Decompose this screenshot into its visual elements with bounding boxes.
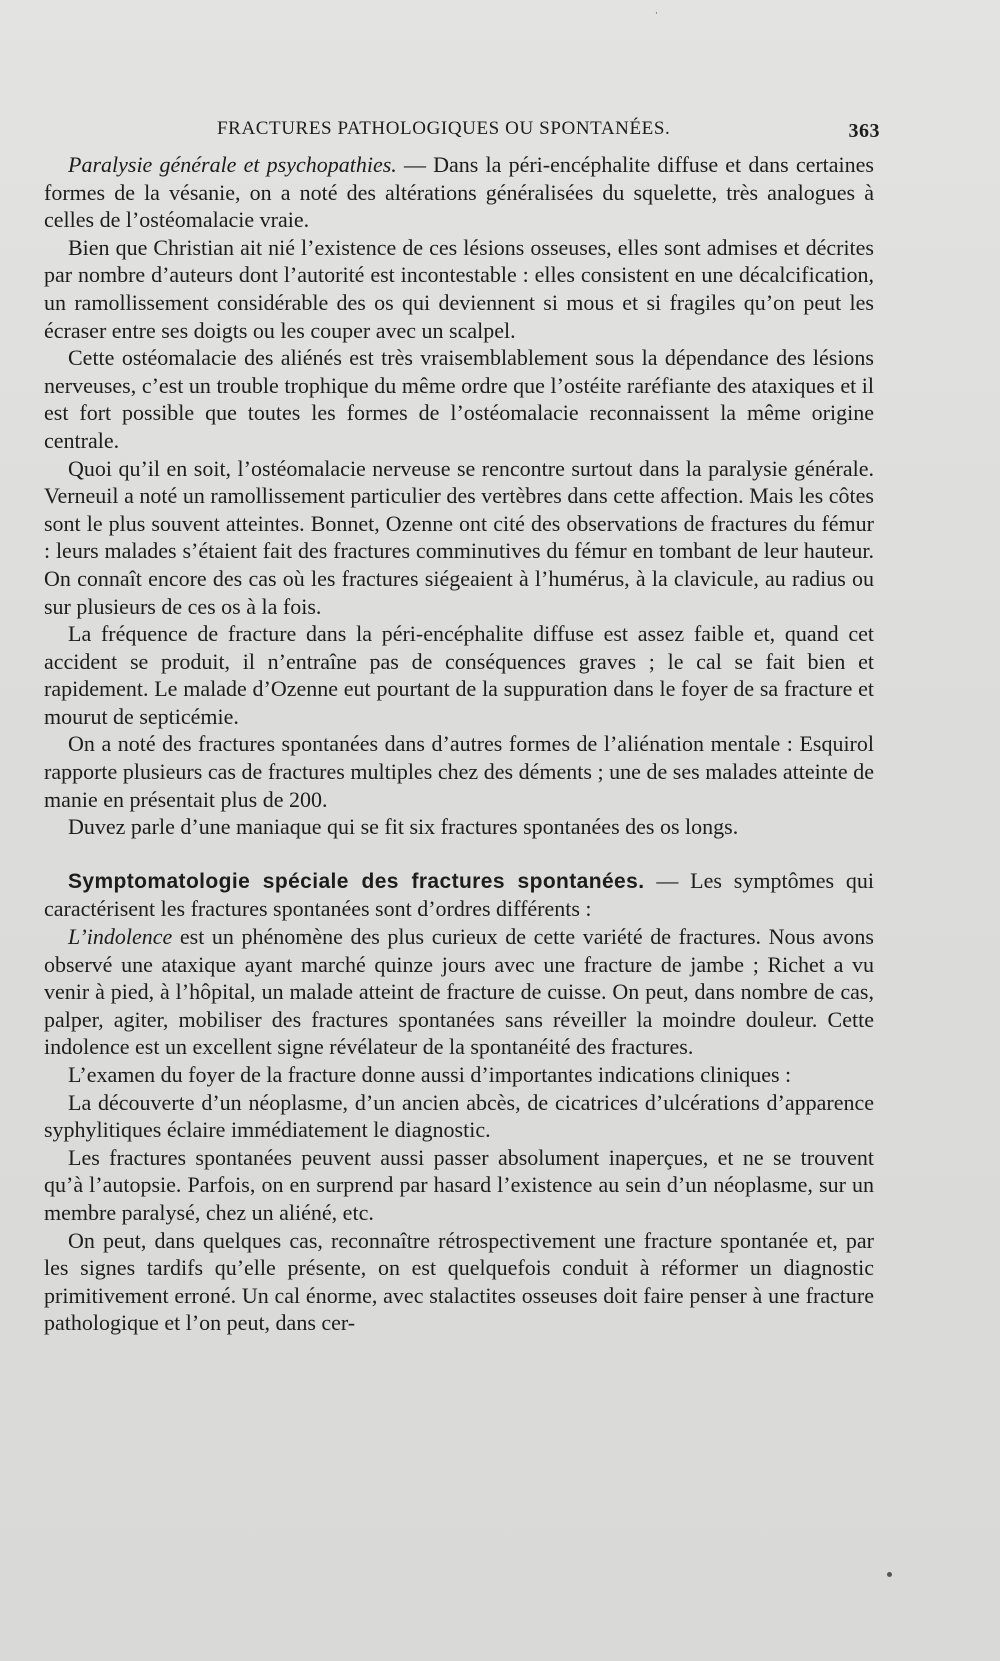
running-title: FRACTURES PATHOLOGIQUES OU SPONTANÉES. [217, 118, 671, 139]
paragraph: L’examen du foyer de la fracture donne aussi d’importantes indications cliniques : [68, 1062, 792, 1087]
paragraph: Bien que Christian ait nié l’existence de ces lésions osseuses, elles sont admises et décrites par nombre d’auteurs dont l’autorité est incontestable : elles consistent en une décalcification, un ramollissement considérable des os qui deviennent si mous et si fragiles qu’on peut les écraser entre ses doigts ou les couper avec un scalpel. [44, 234, 874, 343]
running-head [200, 118, 880, 148]
page-number: 363 [848, 120, 880, 142]
paragraph-text: — Dans la péri-encéphalite diffuse et dans certaines formes de la vésanie, on a noté des altérations généralisées du squelette, très analogues à celles de l’ostéomalacie vraie. [44, 152, 874, 233]
section-intro [44, 867, 874, 923]
section-heading: Symptomatologie spéciale des fractures spontanées. [68, 869, 645, 893]
body-text [44, 151, 874, 1337]
section-heading-tail: — Les symptômes qui caractérisent les fractures spontanées sont d’ordres différents : [44, 867, 874, 922]
paragraph: Les fractures spontanées peuvent aussi passer absolument inaperçues, et ne se trouvent qu’à l’autopsie. Parfois, on en surprend par hasard l’existence au sein d’un néoplasme, sur un membre paralysé, chez un aliéné, etc. [44, 1144, 874, 1225]
paragraph: On peut, dans quelques cas, reconnaître rétrospectivement une fracture spontanée et, par les signes tardifs qu’elle présente, on est quelquefois conduit à réformer un diagnostic primitivement erroné. Un cal énorme, avec stalactites osseuses doit faire penser à une fracture pathologique et l’on peut, dans cer- [44, 1227, 874, 1336]
paragraph: La fréquence de fracture dans la péri-encéphalite diffuse est assez faible et, quand cet accident se produit, il n’entraîne pas de conséquences graves ; le cal se fait bien et rapidement. Le malade d’Ozenne eut pourtant de la suppuration dans le foyer de sa fracture et mourut de septicémie. [44, 621, 874, 729]
paragraph: On a noté des fractures spontanées dans d’autres formes de l’aliénation mentale : Esquirol rapporte plusieurs cas de fractures multiples chez des déments ; une de ses malades atteinte de manie en présentait plus de 200. [44, 731, 874, 812]
paragraph: Quoi qu’il en soit, l’ostéomalacie nerveuse se rencontre surtout dans la paralysie générale. Verneuil a noté un ramollissement particulier des vertèbres dans cette affection. Mais les côtes sont le plus souvent atteintes. Bonnet, Ozenne ont cité des observations de fractures du fémur : leurs malades s’étaient fait des fractures comminutives du fémur en tombant de leur hauteur. On connaît encore des cas où les fractures siégeaient à l’humérus, à la clavicule, au radius ou sur plusieurs de ces os à la fois. [44, 455, 874, 619]
section-spacer [44, 841, 874, 867]
paragraph-indolence [44, 923, 874, 1061]
paragraph-text: est un phénomène des plus curieux de cette variété de fractures. Nous avons observé une ataxique ayant marché quinze jours avec une fracture de jambe ; Richet a vu venir à pied, à l’hôpital, un malade atteint de fracture de cuisse. On peut, dans nombre de cas, palper, agiter, mobiliser des fractures spontanées sans réveiller la moindre douleur. Cette indolence est un excellent signe révélateur de la spontanéité des fractures. [44, 924, 874, 1060]
paragraph-lead: L’indolence [68, 924, 173, 950]
stray-dot-mark [887, 1572, 892, 1577]
paragraph: Duvez parle d’une maniaque qui se fit six fractures spontanées des os longs. [68, 814, 739, 840]
paragraph: Cette ostéomalacie des aliénés est très vraisemblablement sous la dépendance des lésions nerveuses, c’est un trouble trophique du même ordre que l’ostéite raréfiante des ataxiques et il est fort possible que toutes les formes de l’ostéomalacie reconnaissent la même origine centrale. [44, 345, 874, 453]
paragraph: La découverte d’un néoplasme, d’un ancien abcès, de cicatrices d’ulcérations d’apparence syphylitiques éclaire immédiatement le diagnostic. [44, 1089, 874, 1143]
paragraph-lead: Paralysie générale et psychopathies. [68, 152, 397, 177]
stray-ink-mark: ˌ [654, 0, 659, 15]
paragraph-paralysie [44, 151, 874, 234]
